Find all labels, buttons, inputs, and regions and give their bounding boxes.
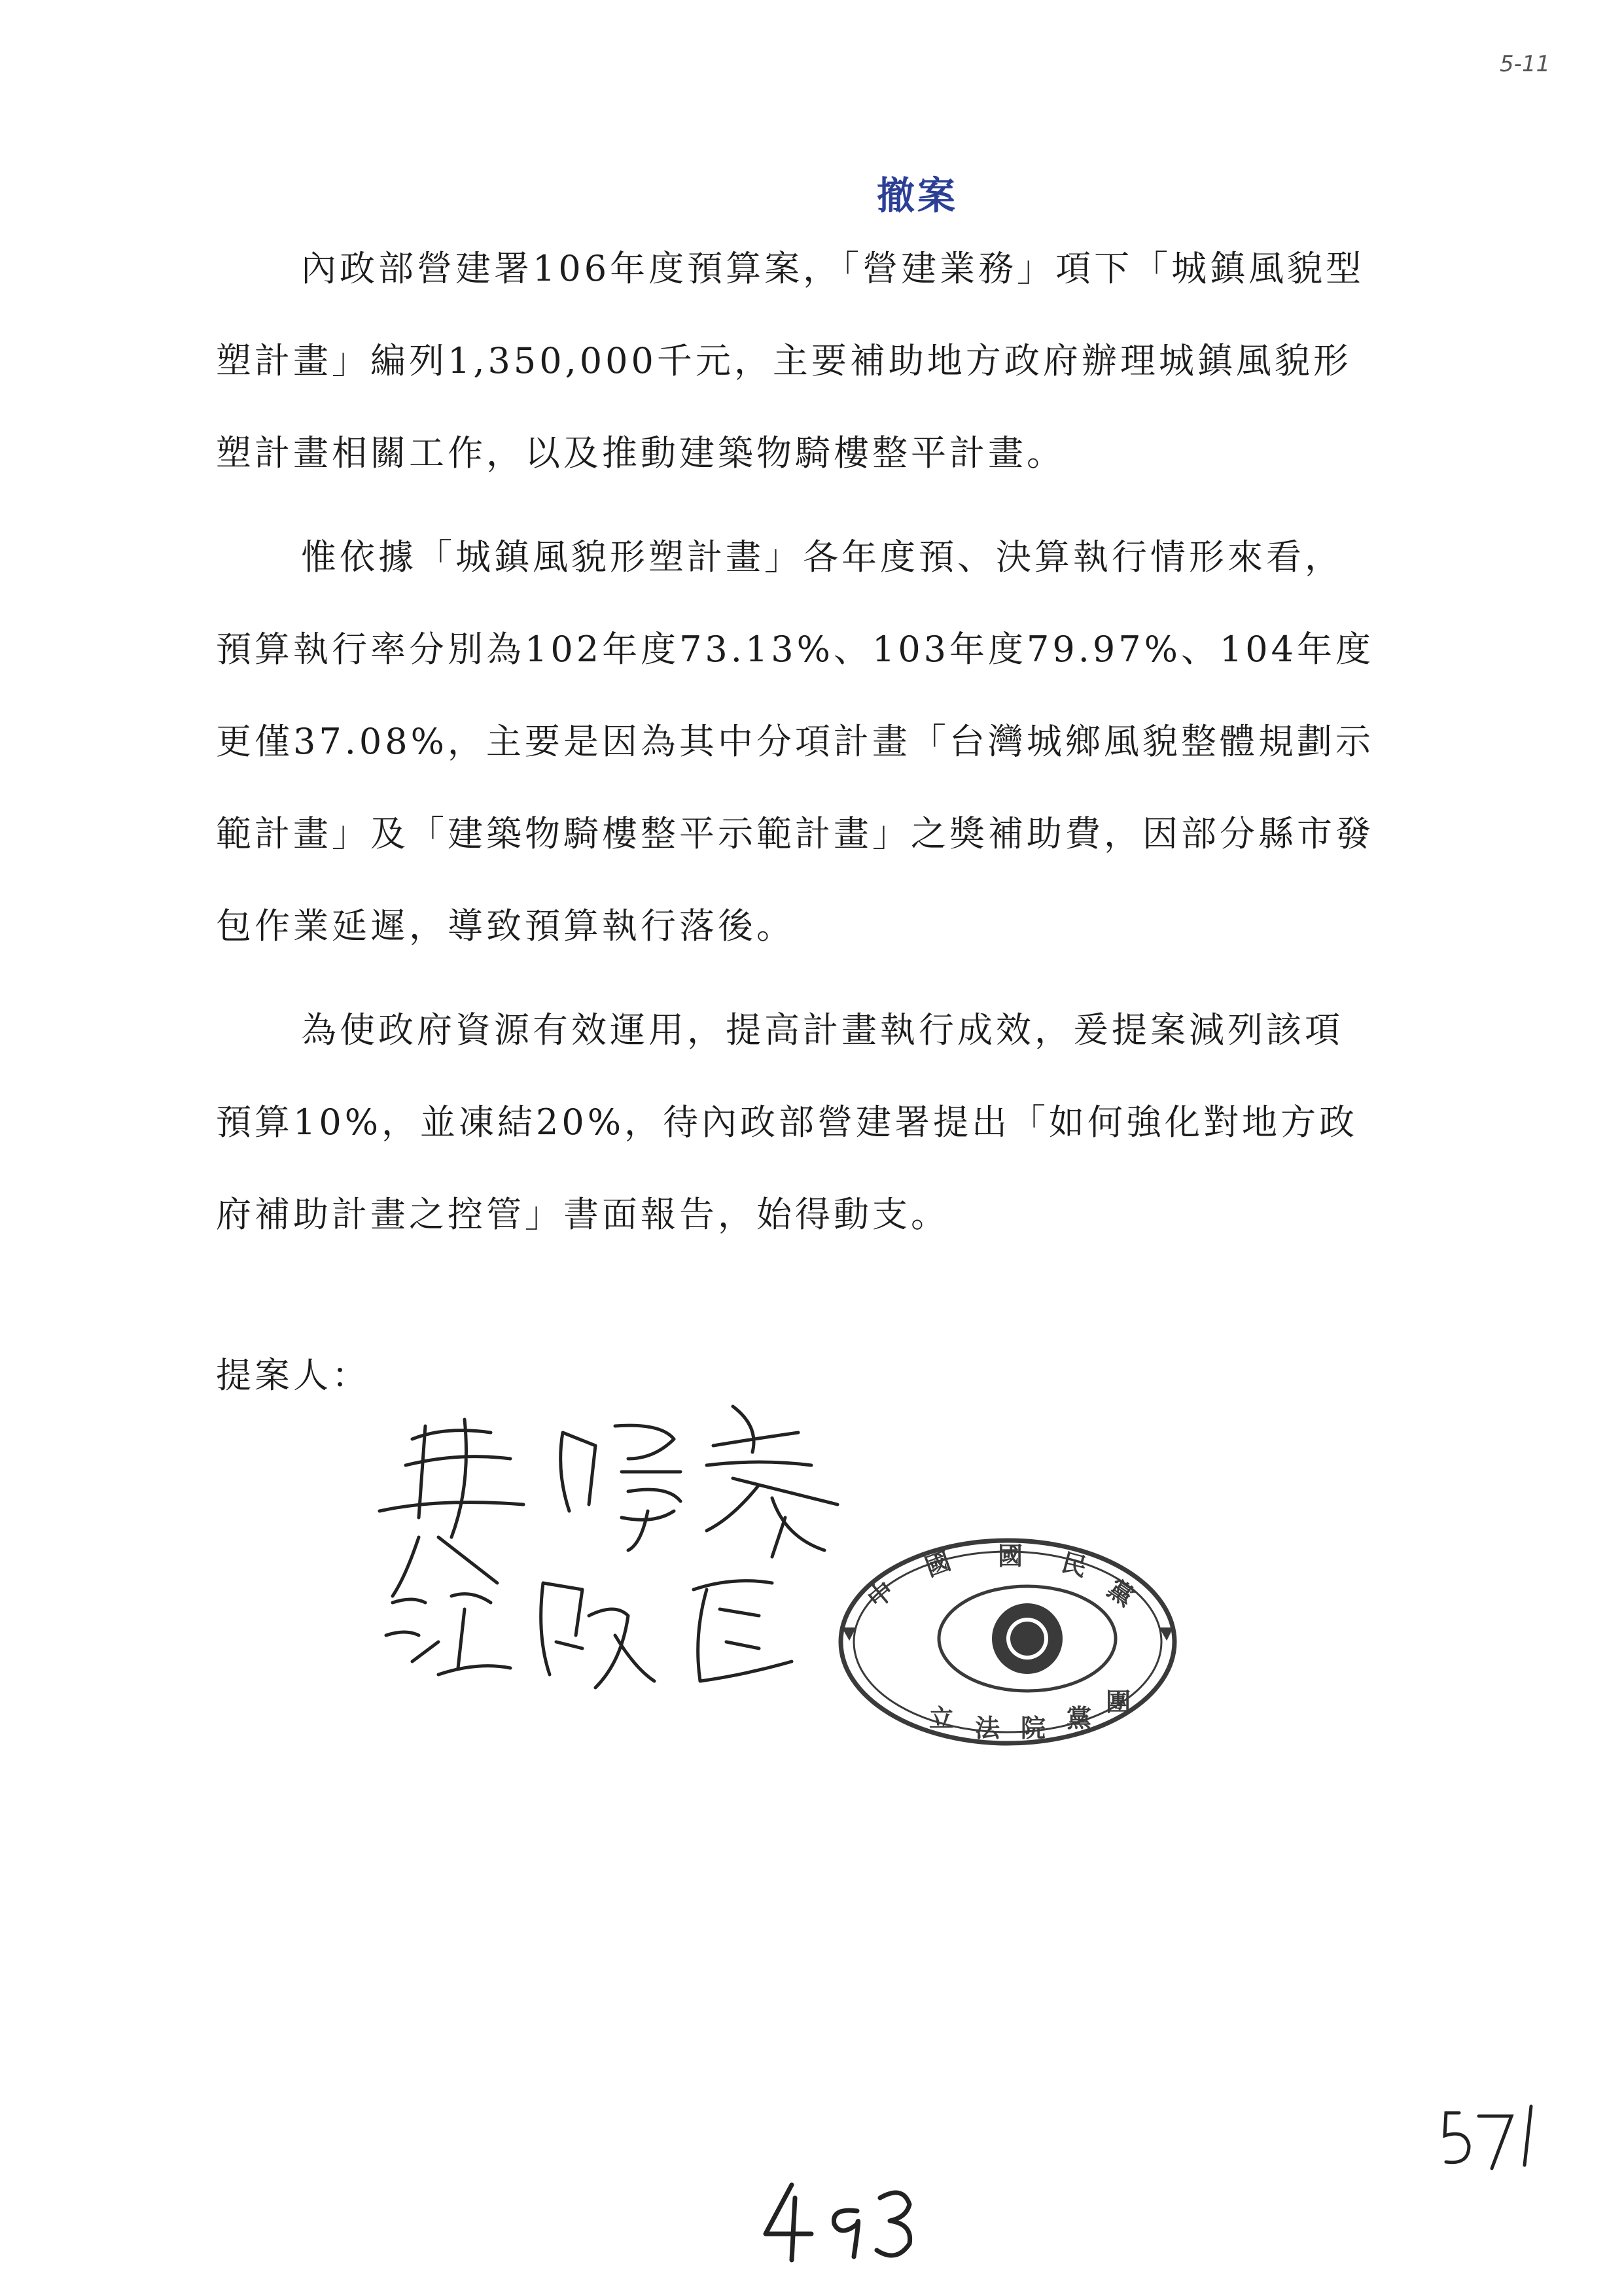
svg-text:國: 國 — [921, 1546, 955, 1582]
proposer-label: 提案人： — [216, 1355, 370, 1396]
paragraph-3: 為使政府資源有效運用，提高計畫執行成效，爰提案減列該項預算10%，並凍結20%，待內政部營建署提出「如何強化對地方政府補助計畫之控管」書面報告，始得動支。 — [216, 1009, 1358, 1235]
signature-2 — [386, 1581, 792, 1688]
paragraph-1: 內政部營建署106年度預算案，「營建業務」項下「城鎮風貌型塑計畫」編列1,350,000千元，主要補助地方政府辦理城鎮風貌形塑計畫相關工作，以及推動建築物騎樓整平計畫。 — [216, 248, 1365, 474]
svg-text:黨: 黨 — [1067, 1703, 1092, 1733]
svg-text:國: 國 — [998, 1541, 1023, 1571]
document-heading: 撤案 — [877, 173, 959, 218]
sun-emblem — [993, 1605, 1061, 1673]
svg-text:法: 法 — [975, 1713, 1000, 1743]
svg-text:民: 民 — [1058, 1547, 1091, 1582]
handwritten-number-493 — [759, 2172, 923, 2270]
signature-block — [366, 1387, 864, 1753]
party-caucus-seal — [831, 1531, 1184, 1753]
svg-text:院: 院 — [1021, 1713, 1046, 1743]
svg-text:立: 立 — [929, 1703, 955, 1733]
paragraph-2: 惟依據「城鎮風貌形塑計畫」各年度預、決算執行情形來看，預算執行率分別為102年度73.13%、103年度79.97%、104年度更僅37.08%，主要是因為其中分項計畫「台灣城鄉風貌整體規劃示範計畫」及「建築物騎樓整平示範計畫」之獎補助費，因部分縣市發包作業延遲，導致預算執行落後。 — [216, 536, 1375, 947]
document-body — [216, 222, 1381, 1272]
signature-1 — [380, 1406, 838, 1596]
handwritten-number-571 — [1433, 2100, 1544, 2178]
page-reference-mark: 5-11 — [1500, 51, 1551, 77]
svg-text:中: 中 — [861, 1574, 900, 1614]
svg-text:黨: 黨 — [1102, 1573, 1140, 1612]
svg-text:團: 團 — [1106, 1687, 1131, 1716]
